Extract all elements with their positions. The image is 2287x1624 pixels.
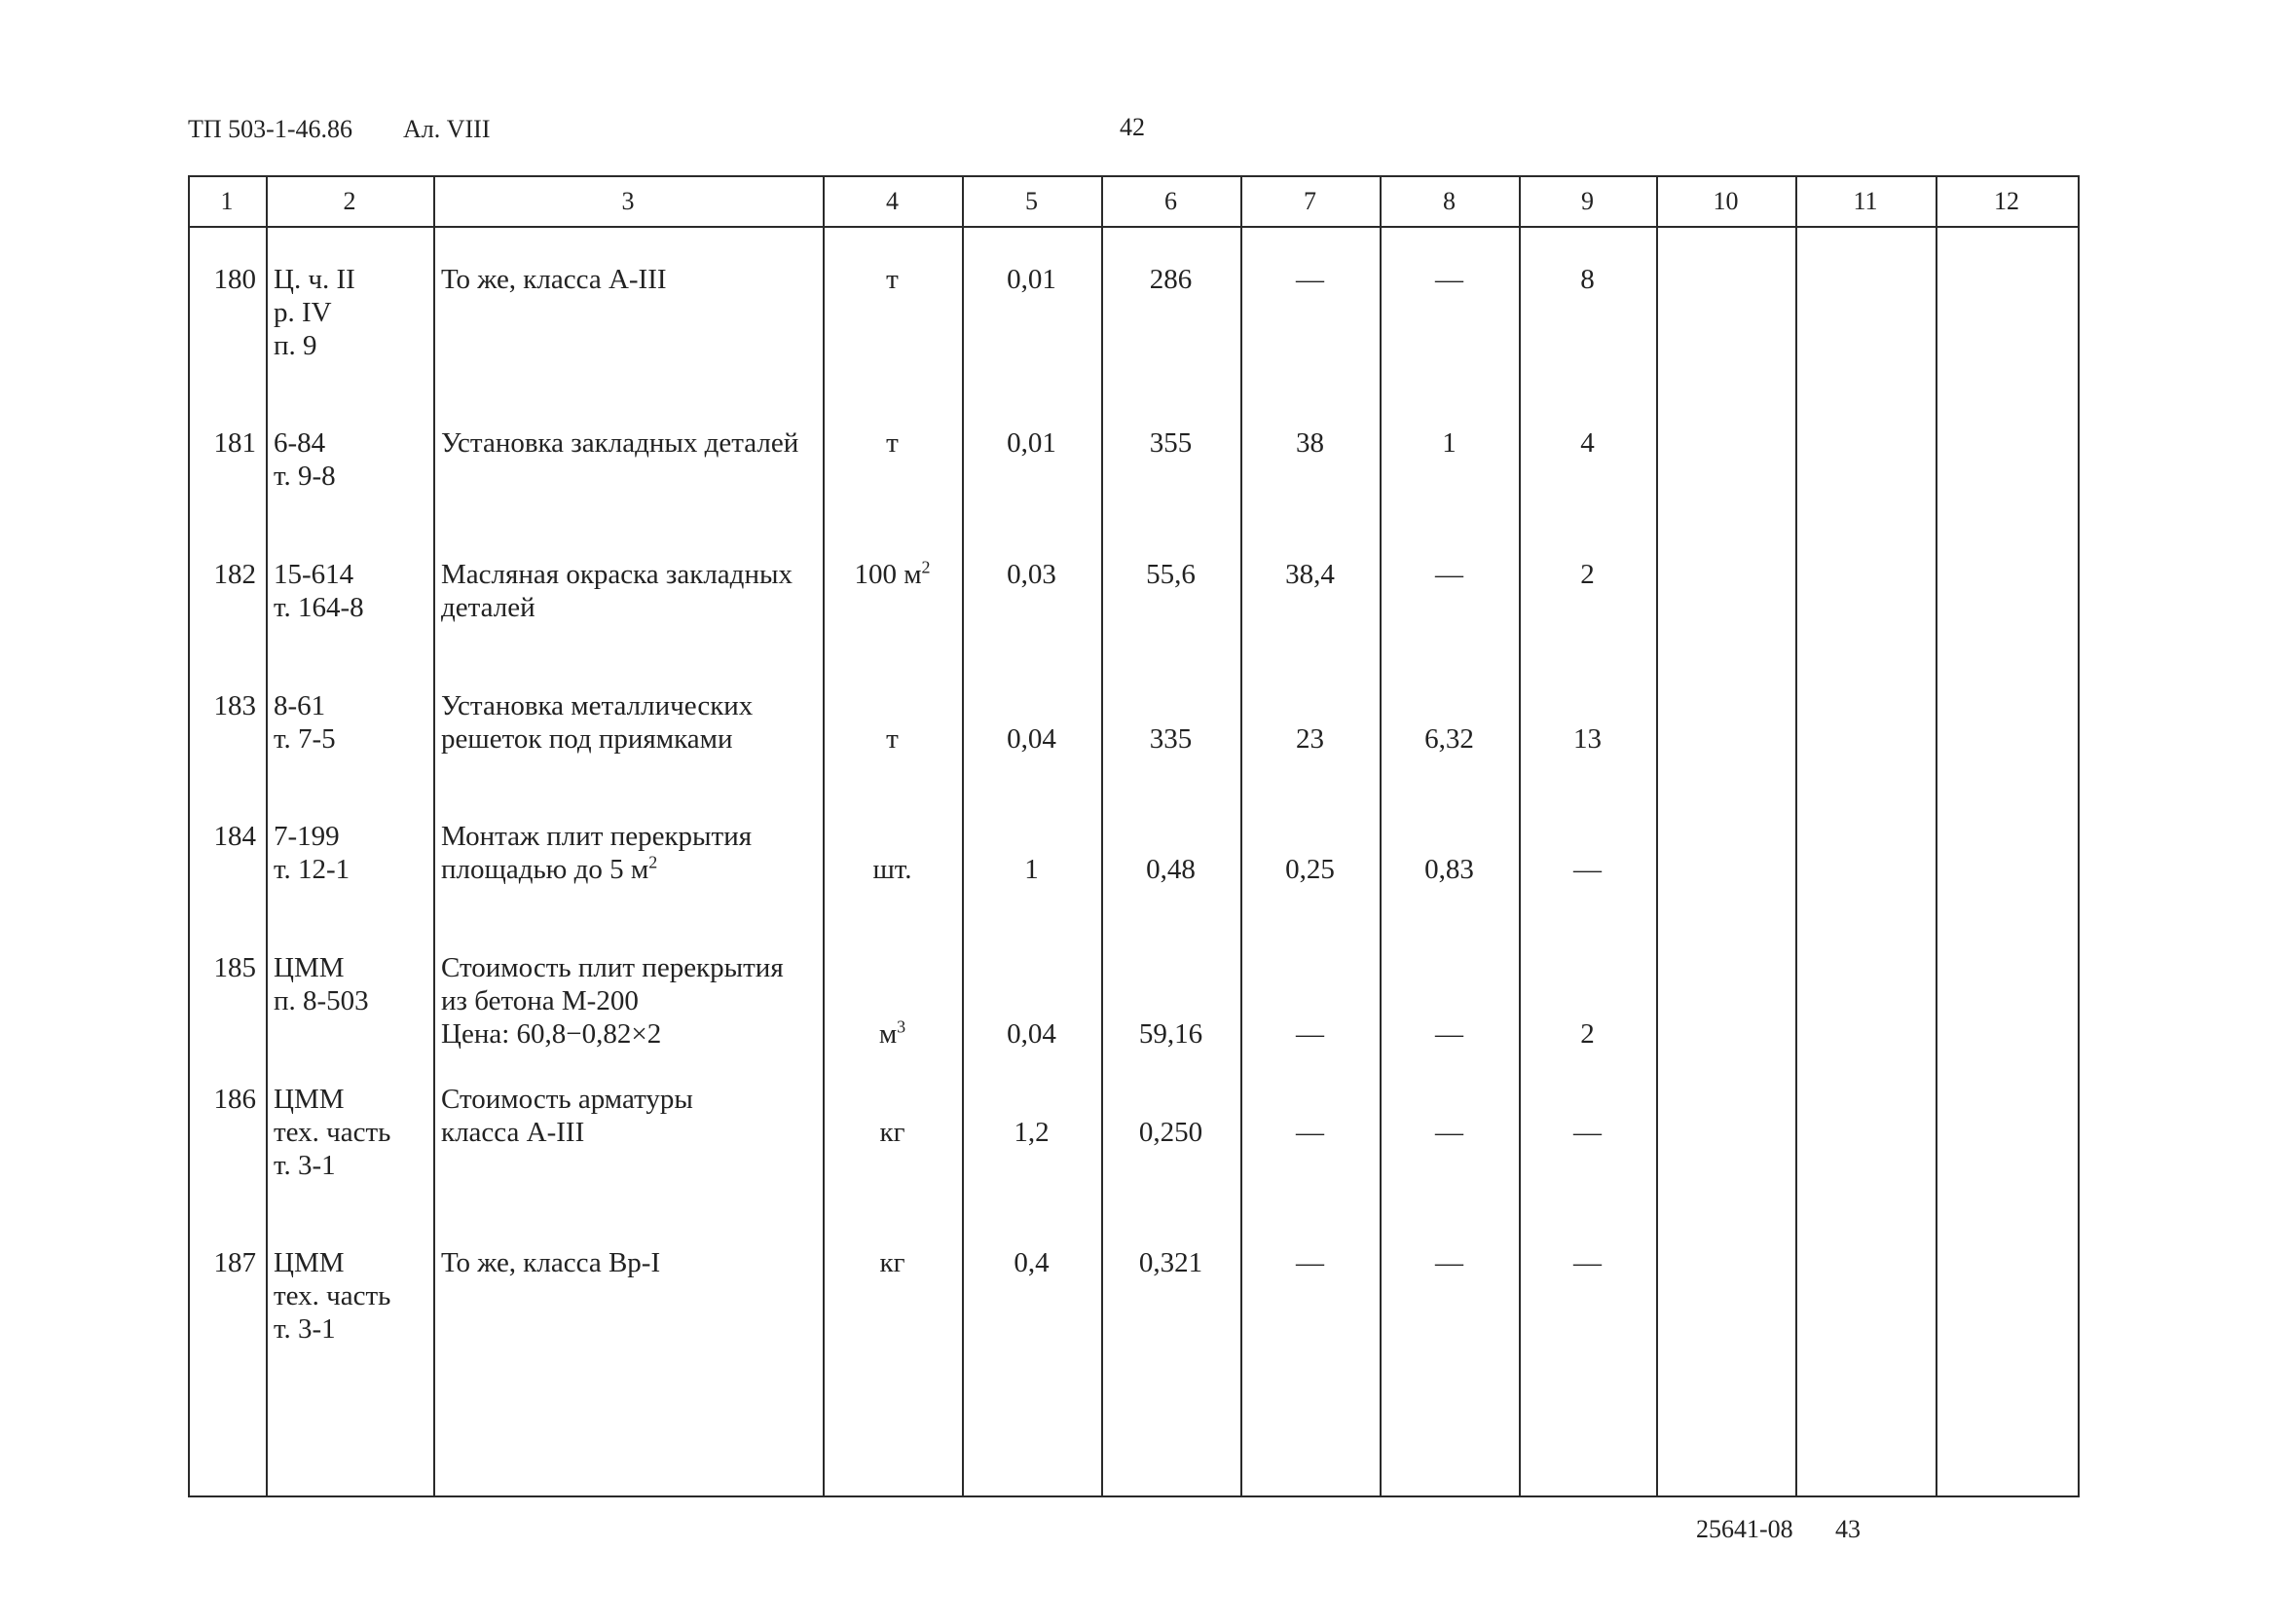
value-qty: 1 <box>1024 854 1039 885</box>
norm-reference: 15-614 т. 164-8 <box>274 559 364 623</box>
value-c7: — <box>1296 264 1324 295</box>
value-qty: 1,2 <box>1014 1117 1050 1148</box>
value-c6: 59,16 <box>1138 1018 1203 1050</box>
value-qty: 0,01 <box>1007 427 1056 459</box>
sheet-label: Ал. VIII <box>403 115 491 143</box>
value-c8: — <box>1435 264 1463 295</box>
column-number-6: 6 <box>1164 187 1177 215</box>
column-divider <box>1101 175 1103 1495</box>
unit <box>823 1116 962 1149</box>
unit-text: т <box>886 427 899 459</box>
value-c7: 38,4 <box>1285 559 1335 590</box>
column-divider <box>1795 175 1797 1495</box>
column-divider <box>1519 175 1521 1495</box>
value-c9: 8 <box>1580 264 1595 295</box>
value-c8: 0,83 <box>1424 854 1474 885</box>
page-number: 42 <box>1120 113 1145 141</box>
column-number-12: 12 <box>1994 187 2019 215</box>
column-divider <box>1656 175 1658 1495</box>
norm-reference: 8-61 т. 7-5 <box>274 690 336 755</box>
unit <box>823 263 962 296</box>
column-divider <box>1240 175 1242 1495</box>
value-c6: 55,6 <box>1146 559 1196 590</box>
value-c7: — <box>1296 1117 1324 1148</box>
value-c8: — <box>1435 1247 1463 1278</box>
column-number-1: 1 <box>220 187 234 215</box>
work-description-text: Масляная окраска закладных деталей <box>441 559 793 623</box>
unit <box>823 1017 962 1051</box>
value-c6: 0,250 <box>1138 1117 1203 1148</box>
unit-text: шт. <box>872 854 912 885</box>
value-c9: 2 <box>1580 559 1595 590</box>
value-c6: 335 <box>1149 723 1193 755</box>
value-c9: — <box>1573 854 1602 885</box>
norm-reference: ЦММ тех. часть т. 3-1 <box>274 1084 391 1181</box>
norm-reference: 7-199 т. 12-1 <box>274 821 350 885</box>
unit-superscript: 2 <box>921 557 931 577</box>
work-description-text: Стоимость плит перекрытия из бетона М-200 Цена: 60,8−0,82×2 <box>441 952 784 1050</box>
norm-reference: 6-84 т. 9-8 <box>274 427 336 492</box>
value-c9: 13 <box>1573 723 1602 755</box>
value-c7: — <box>1296 1018 1324 1050</box>
column-number-5: 5 <box>1025 187 1038 215</box>
norm-reference: ЦММ тех. часть т. 3-1 <box>274 1247 391 1345</box>
column-number-8: 8 <box>1443 187 1456 215</box>
column-number-9: 9 <box>1581 187 1594 215</box>
value-qty: 0,04 <box>1007 1018 1056 1050</box>
row-number: 185 <box>213 952 256 983</box>
work-description-superscript: 2 <box>648 852 658 872</box>
value-c6: 0,48 <box>1146 854 1196 885</box>
row-number: 182 <box>213 559 256 590</box>
column-number-2: 2 <box>343 187 356 215</box>
unit-text: кг <box>879 1117 905 1148</box>
work-description-text: Стоимость арматуры класса А-III <box>441 1084 693 1148</box>
unit-text: кг <box>879 1247 905 1278</box>
value-c9: — <box>1573 1117 1602 1148</box>
value-qty: 0,03 <box>1007 559 1056 590</box>
footer-code: 25641-08 <box>1696 1515 1793 1543</box>
work-description-text: Установка закладных деталей <box>441 427 799 459</box>
unit-text: м <box>878 1018 898 1050</box>
norm-reference: Ц. ч. II р. IV п. 9 <box>274 264 355 361</box>
value-c9: 2 <box>1580 1018 1595 1050</box>
column-divider <box>1936 175 1937 1495</box>
value-c8: 6,32 <box>1424 723 1474 755</box>
value-c9: 4 <box>1580 427 1595 459</box>
value-qty: 0,4 <box>1014 1247 1050 1278</box>
unit <box>823 722 962 756</box>
unit-text: т <box>886 723 899 755</box>
value-c8: — <box>1435 1018 1463 1050</box>
norm-reference: ЦММ п. 8-503 <box>274 952 369 1016</box>
row-number: 183 <box>213 690 256 721</box>
row-number: 186 <box>213 1084 256 1115</box>
work-description-text: Установка металлических решеток под приямками <box>441 690 754 755</box>
unit <box>823 558 962 591</box>
row-number: 180 <box>213 264 256 295</box>
value-c8: 1 <box>1442 427 1457 459</box>
footer-page: 43 <box>1835 1515 1861 1543</box>
work-description-text: То же, класса А-III <box>441 264 667 295</box>
estimate-table <box>188 175 2080 1497</box>
row-number: 184 <box>213 821 256 852</box>
column-number-11: 11 <box>1853 187 1878 215</box>
value-c9: — <box>1573 1247 1602 1278</box>
value-c7: 38 <box>1296 427 1324 459</box>
unit-text: т <box>886 264 899 295</box>
unit <box>823 1246 962 1279</box>
unit-text: 100 м <box>854 559 922 590</box>
value-c7: — <box>1296 1247 1324 1278</box>
value-c8: — <box>1435 559 1463 590</box>
document-code: ТП 503-1-46.86 <box>188 115 352 143</box>
row-number: 181 <box>213 427 256 459</box>
column-number-10: 10 <box>1713 187 1739 215</box>
column-number-3: 3 <box>621 187 635 215</box>
column-divider <box>1380 175 1382 1495</box>
value-c6: 286 <box>1149 264 1193 295</box>
column-number-7: 7 <box>1304 187 1316 215</box>
unit <box>823 426 962 460</box>
value-c7: 23 <box>1296 723 1324 755</box>
column-divider <box>266 175 268 1495</box>
value-c7: 0,25 <box>1285 854 1335 885</box>
work-description-text: То же, класса Вр-I <box>441 1247 661 1278</box>
value-c6: 355 <box>1149 427 1193 459</box>
unit <box>823 853 962 886</box>
unit-superscript: 3 <box>897 1016 906 1037</box>
header-divider <box>188 226 2078 228</box>
value-c6: 0,321 <box>1138 1247 1203 1278</box>
value-c8: — <box>1435 1117 1463 1148</box>
work-description-text: Монтаж плит перекрытия площадью до 5 м <box>441 821 753 885</box>
row-number: 187 <box>213 1247 256 1278</box>
value-qty: 0,01 <box>1007 264 1056 295</box>
value-qty: 0,04 <box>1007 723 1056 755</box>
column-number-4: 4 <box>886 187 899 215</box>
